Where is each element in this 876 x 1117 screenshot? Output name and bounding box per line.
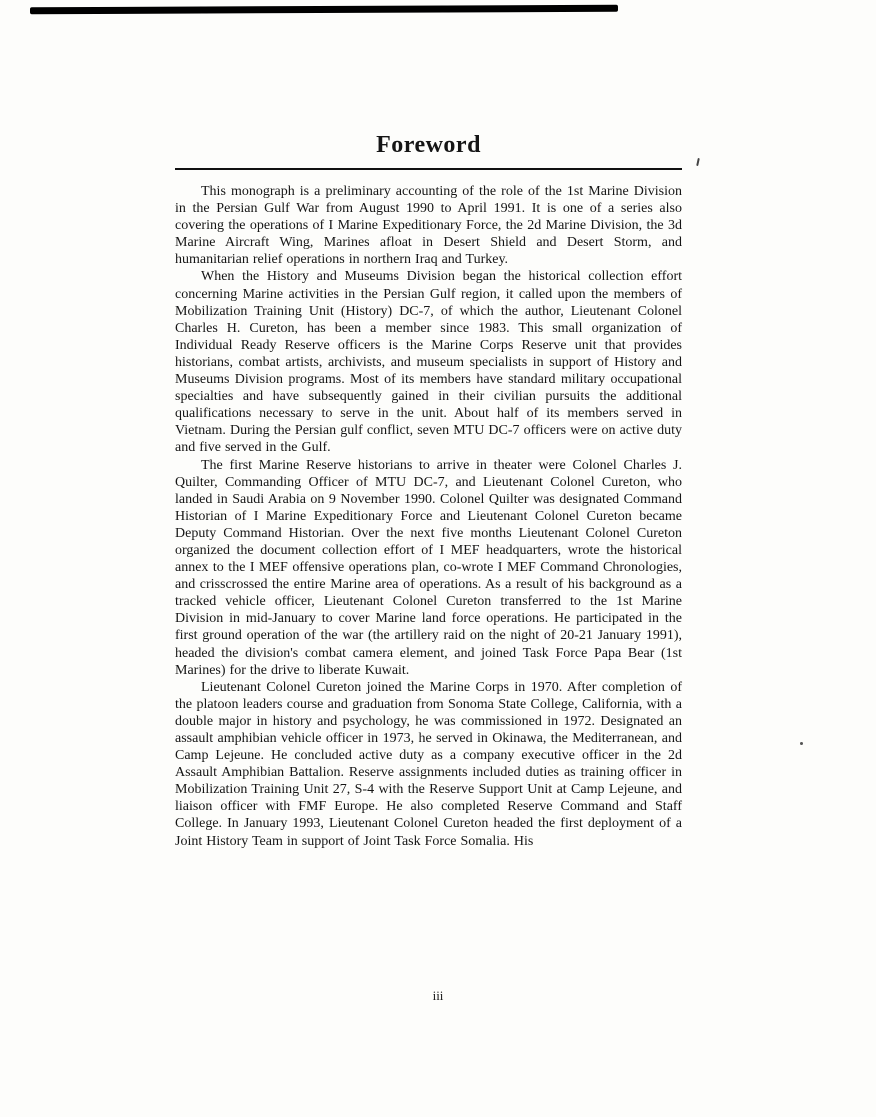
title-divider (175, 168, 682, 170)
scan-artifact-mark (696, 158, 700, 166)
scan-artifact-top-bar (30, 5, 618, 15)
page-title: Foreword (376, 132, 481, 158)
scan-artifact-dot (800, 742, 803, 745)
page-content (175, 132, 682, 850)
paragraph-1: This monograph is a preliminary accounting of the role of the 1st Marine Division in the Persian Gulf War from August 1990 to April 1991. It is one of a series also covering the operations of I Marine Expeditionary Force, the 2d Marine Division, the 3d Marine Aircraft Wing, Marines afloat in Desert Shield and Desert Storm, and humanitarian relief operations in northern Iraq and Turkey. (175, 184, 682, 268)
paragraph-4: Lieutenant Colonel Cureton joined the Marine Corps in 1970. After completion of the platoon leaders course and graduation from Sonoma State College, California, with a double major in history and psychology, he was commissioned in 1972. Designated an assault amphibian vehicle officer in 1973, he served in Okinawa, the Mediterranean, and Camp Lejeune. He concluded active duty as a company executive officer in the 2d Assault Amphibian Battalion. Reserve assignments included duties as training officer in Mobilization Training Unit 27, S-4 with the Reserve Support Unit at Camp Lejeune, and liaison officer with FMF Europe. He also completed Reserve Command and Staff College. In January 1993, Lieutenant Colonel Cureton headed the first deployment of a Joint History Team in support of Joint Task Force Somalia. His (175, 679, 682, 849)
paragraph-2: When the History and Museums Division began the historical collection effort concerning Marine activities in the Persian Gulf region, it called upon the members of Mobilization Training Unit (History) DC-7, of which the author, Lieutenant Colonel Charles H. Cureton, has been a member since 1983. This small organization of Individual Ready Reserve officers is the Marine Corps Reserve unit that provides historians, combat artists, archivists, and museum specialists in support of History and Museums Division programs. Most of its members have standard military occupational specialties and have subsequently gained in their civilian pursuits the additional qualifications necessary to serve in the unit. About half of its members served in Vietnam. During the Persian gulf conflict, seven MTU DC-7 officers were on active duty and five served in the Gulf. (175, 269, 682, 456)
page-number: iii (432, 988, 444, 1003)
paragraph-3: The first Marine Reserve historians to arrive in theater were Colonel Charles J. Quilter, Commanding Officer of MTU DC-7, and Lieutenant Colonel Cureton, who landed in Saudi Arabia on 9 November 1990. Colonel Quilter was designated Command Historian of I Marine Expeditionary Force and Lieutenant Colonel Cureton became Deputy Command Historian. Over the next five months Lieutenant Colonel Cureton organized the document collection effort of I MEF headquarters, wrote the historical annex to the I MEF offensive operations plan, co-wrote I MEF Command Chronologies, and crisscrossed the entire Marine area of operations. As a result of his background as a tracked vehicle officer, Lieutenant Colonel Cureton transferred to the 1st Marine Division in mid-January to cover Marine land force operations. He participated in the first ground operation of the war (the artillery raid on the night of 20-21 January 1991), headed the division's combat camera element, and joined Task Force Papa Bear (1st Marines) for the drive to liberate Kuwait. (175, 457, 682, 678)
body-text (175, 183, 682, 850)
